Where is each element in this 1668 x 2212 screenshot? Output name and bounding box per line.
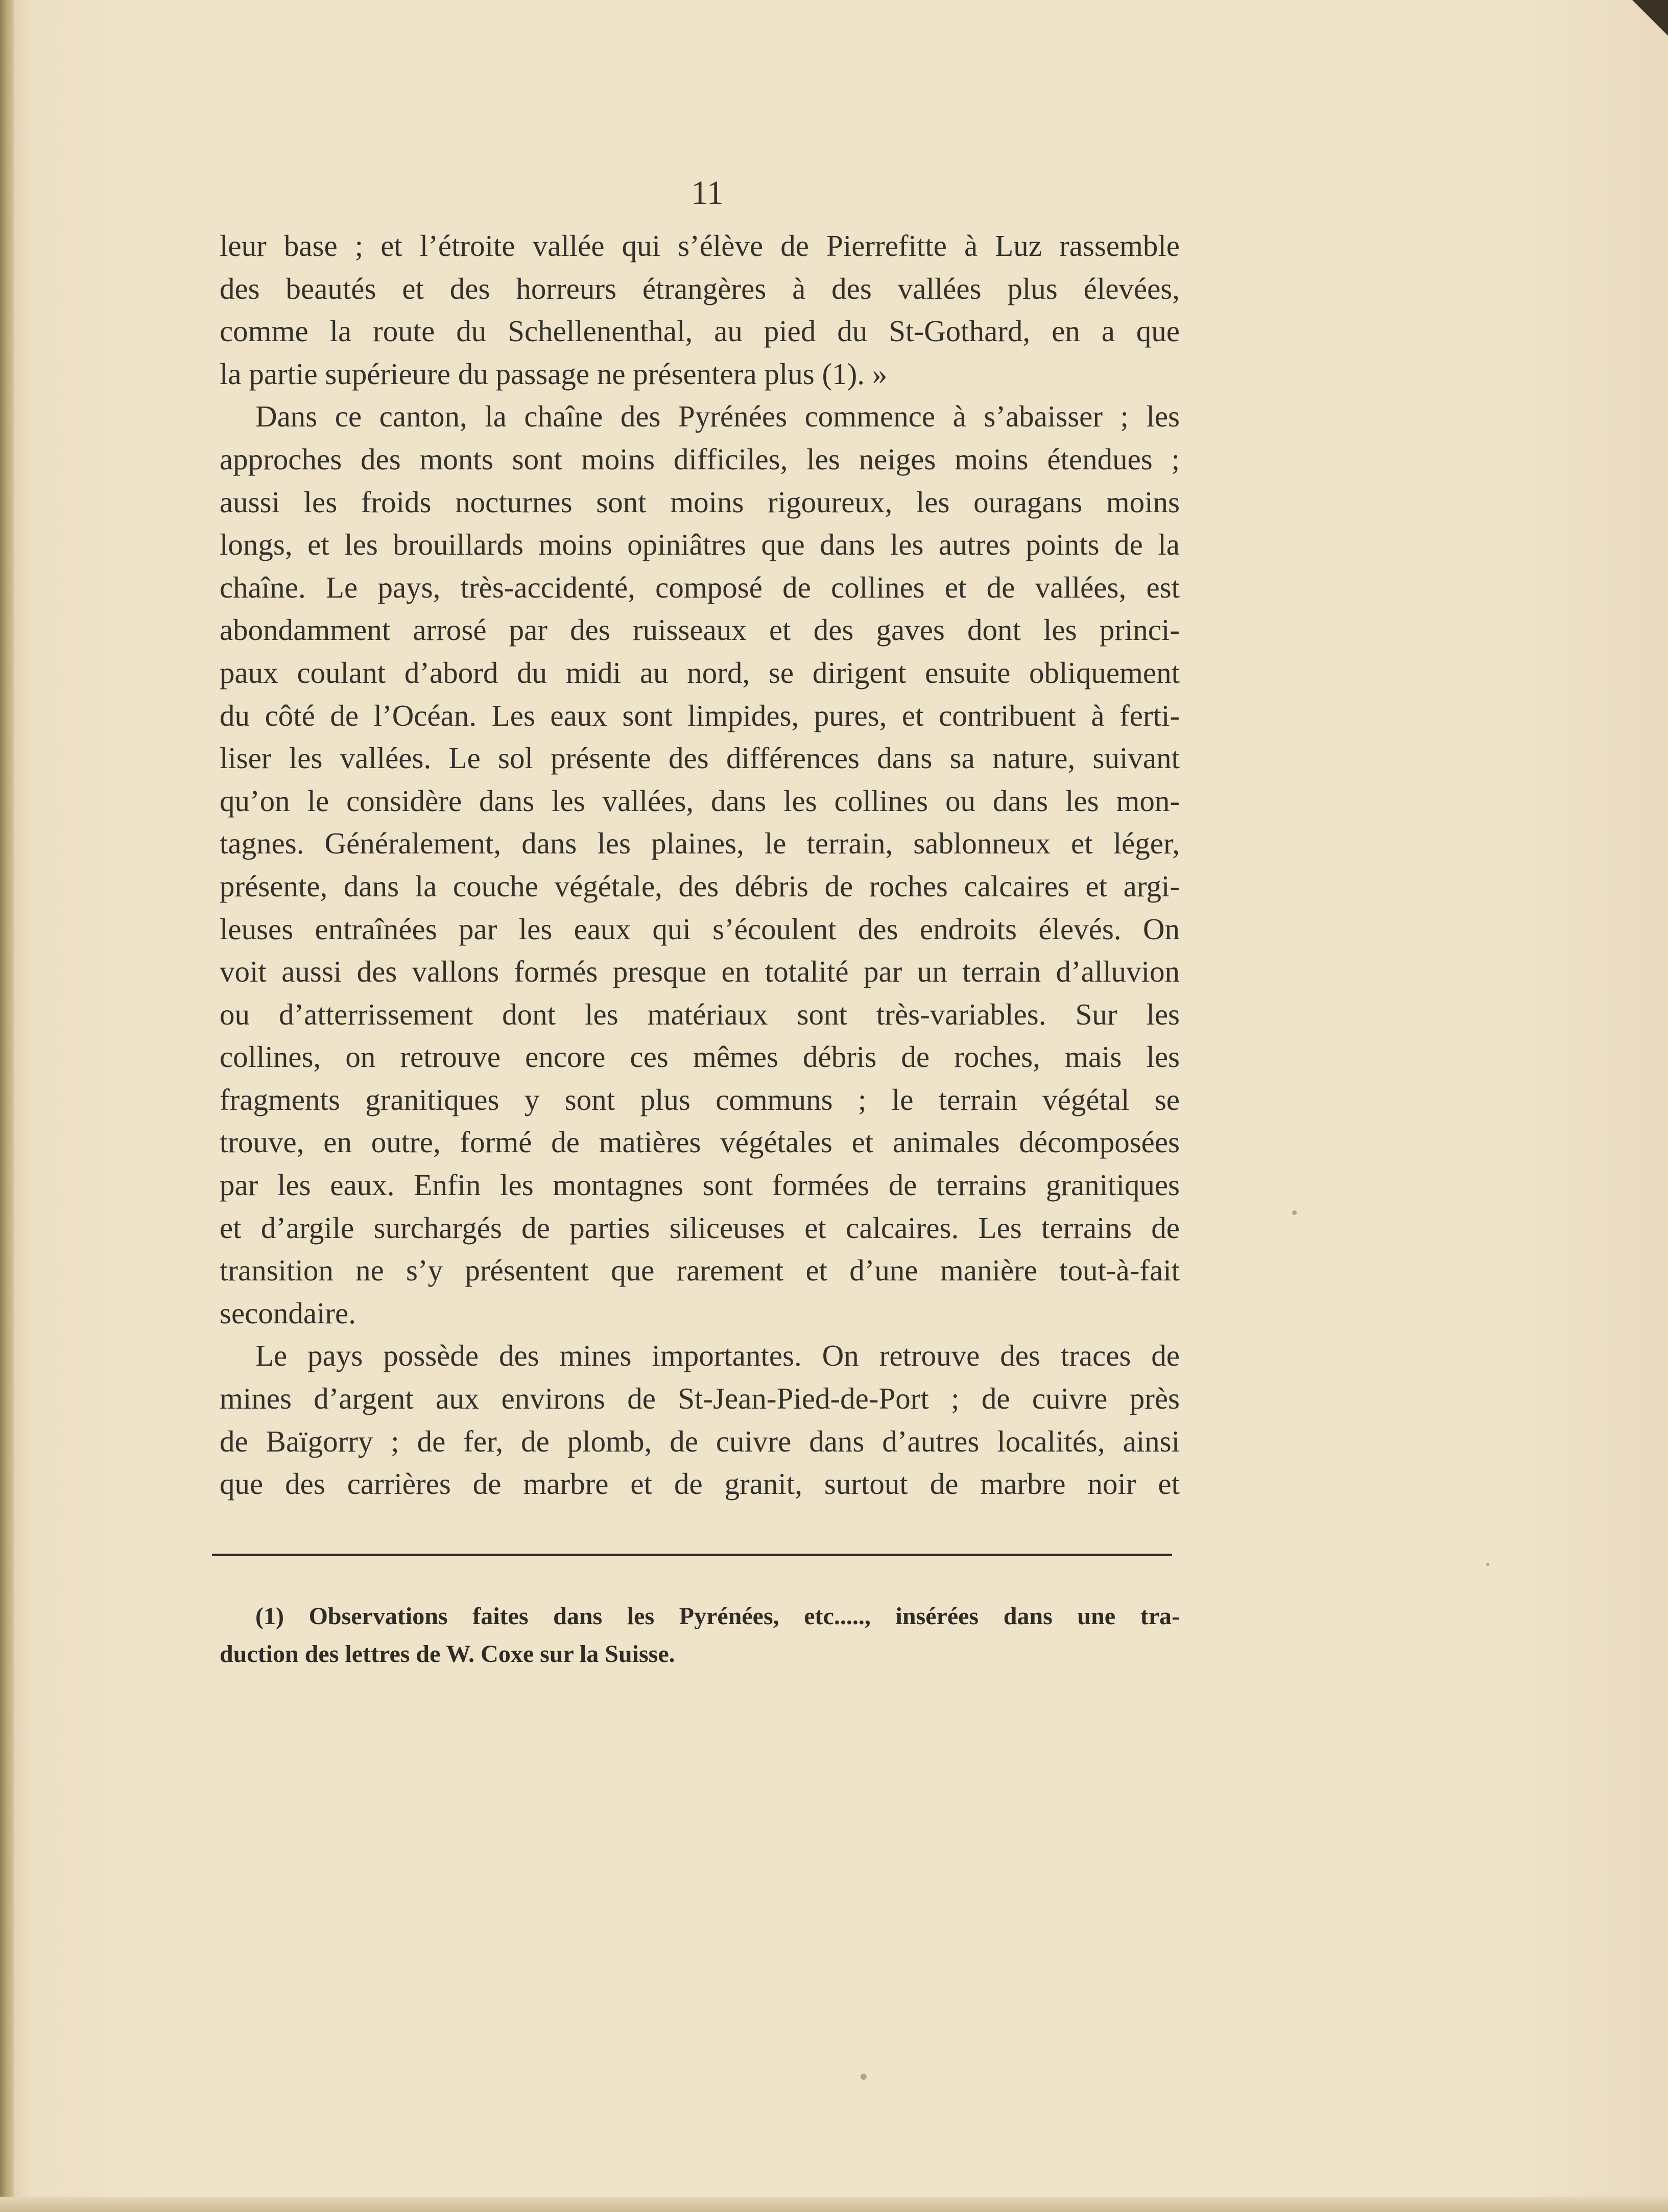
page-corner-fold xyxy=(1632,0,1668,36)
text-line: secondaire. xyxy=(220,1296,356,1330)
footnote-separator xyxy=(212,1554,1172,1556)
text-line: paux coulant d’abord du midi au nord, se dirigent ensuite obliquement xyxy=(220,655,1180,689)
text-line: comme la route du Schellenenthal, au pied du St-Gothard, en a que xyxy=(220,314,1180,348)
paper-speck xyxy=(1486,1563,1489,1566)
text-line: mines d’argent aux environs de St-Jean-Pied-de-Port ; de cuivre près xyxy=(220,1382,1180,1416)
text-line: abondamment arrosé par des ruisseaux et des gaves dont les princi- xyxy=(220,613,1180,647)
text-line: Dans ce canton, la chaîne des Pyrénées commence à s’abaisser ; les xyxy=(255,399,1180,434)
text-line: ou d’atterrissement dont les matériaux sont très-variables. Sur les xyxy=(220,997,1180,1031)
text-line: tagnes. Généralement, dans les plaines, le terrain, sablonneux et léger, xyxy=(220,826,1180,861)
text-line: qu’on le considère dans les vallées, dans les collines ou dans les mon- xyxy=(220,783,1180,818)
text-line: aussi les froids nocturnes sont moins rigoureux, les ouragans moins xyxy=(220,485,1180,519)
text-line: que des carrières de marbre et de granit, surtout de marbre noir et xyxy=(220,1467,1180,1501)
page-binding-edge xyxy=(0,0,14,2212)
footnote-line: (1) Observations faites dans les Pyrénées, etc....., insérées dans une tra- xyxy=(255,1603,1180,1630)
text-line: par les eaux. Enfin les montagnes sont formées de terrains granitiques xyxy=(220,1168,1180,1202)
text-line: approches des monts sont moins difficiles, les neiges moins étendues ; xyxy=(220,442,1180,476)
text-line: des beautés et des horreurs étrangères à des vallées plus élevées, xyxy=(220,271,1180,305)
text-line: la partie supérieure du passage ne présentera plus (1). » xyxy=(220,356,888,391)
text-line: leuses entraînées par les eaux qui s’écoulent des endroits élevés. On xyxy=(220,912,1180,946)
text-line: liser les vallées. Le sol présente des différences dans sa nature, suivant xyxy=(220,741,1180,775)
text-line: de Baïgorry ; de fer, de plomb, de cuivre dans d’autres localités, ainsi xyxy=(220,1424,1180,1458)
text-line: trouve, en outre, formé de matières végétales et animales décomposées xyxy=(220,1125,1180,1159)
text-line: voit aussi des vallons formés presque en totalité par un terrain d’alluvion xyxy=(220,955,1180,989)
text-line: transition ne s’y présentent que rarement et d’une manière tout-à-fait xyxy=(220,1253,1180,1288)
text-line: chaîne. Le pays, très-accidenté, composé de collines et de vallées, est xyxy=(220,570,1180,604)
text-line: présente, dans la couche végétale, des débris de roches calcaires et argi- xyxy=(220,869,1180,903)
footnote xyxy=(220,1598,1180,1673)
main-text xyxy=(220,225,1180,1506)
footnote-line: duction des lettres de W. Coxe sur la Suisse. xyxy=(220,1640,675,1668)
text-line: collines, on retrouve encore ces mêmes débris de roches, mais les xyxy=(220,1040,1180,1074)
text-line: et d’argile surchargés de parties siliceuses et calcaires. Les terrains de xyxy=(220,1210,1180,1245)
page-number: 11 xyxy=(691,174,724,211)
text-line: fragments granitiques y sont plus communs ; le terrain végétal se xyxy=(220,1082,1180,1116)
text-line: Le pays possède des mines importantes. On retrouve des traces de xyxy=(255,1339,1180,1373)
paper-speck xyxy=(1292,1210,1297,1215)
text-line: longs, et les brouillards moins opiniâtres que dans les autres points de la xyxy=(220,528,1180,562)
paper-speck xyxy=(861,2074,867,2080)
page-bottom-edge xyxy=(0,2197,1668,2212)
text-line: du côté de l’Océan. Les eaux sont limpides, pures, et contribuent à ferti- xyxy=(220,698,1180,732)
text-line: leur base ; et l’étroite vallée qui s’élève de Pierrefitte à Luz rassemble xyxy=(220,229,1180,263)
